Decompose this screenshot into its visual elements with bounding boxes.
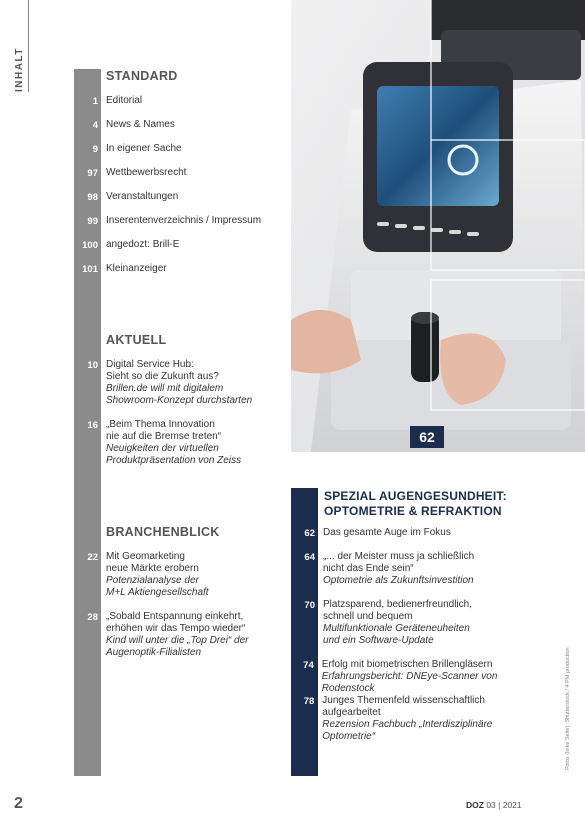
entry-line: Sieht so die Zukunft aus? xyxy=(106,371,219,382)
entry-title: Inserentenverzeichnis / Impressum xyxy=(106,215,262,226)
toc-entry[interactable] xyxy=(291,551,541,587)
branchenblick-heading: BRANCHENBLICK xyxy=(106,525,220,539)
entry-line: „... der Meister muss ja schließlich xyxy=(323,551,475,562)
entry-subtitle: Optometrie als Zukunftsinvestition xyxy=(323,575,474,586)
page-ref: 62 xyxy=(304,528,315,539)
entry-line: Junges Themenfeld wissenschaftlich aufgearbeitet xyxy=(322,695,485,718)
entry-title xyxy=(323,599,472,647)
entry-line: Erfolg mit biometrischen Brillengläsern xyxy=(321,659,493,670)
page-ref: 10 xyxy=(87,360,98,371)
entry-line: neue Märkte erobern xyxy=(106,563,199,574)
toc-entry[interactable] xyxy=(74,167,284,179)
page-ref: 98 xyxy=(87,192,98,203)
aktuell-heading: AKTUELL xyxy=(106,333,167,347)
entry-title xyxy=(106,611,248,659)
toc-entry[interactable] xyxy=(291,527,541,539)
entry-subtitle: Kind will unter die „Top Drei“ der xyxy=(106,635,249,646)
entry-line: Digital Service Hub: xyxy=(106,359,194,370)
spezial-heading-line: SPEZIAL AUGENGESUNDHEIT: xyxy=(324,489,507,503)
toc-entry[interactable] xyxy=(74,263,284,275)
standard-heading: STANDARD xyxy=(106,69,178,83)
toc-entry[interactable] xyxy=(74,419,284,467)
toc-entry[interactable] xyxy=(291,659,541,695)
entry-subtitle: und ein Software-Update xyxy=(323,635,434,646)
page-ref: 78 xyxy=(303,696,315,707)
page-ref: 28 xyxy=(87,612,98,623)
toc-entry[interactable] xyxy=(74,191,284,203)
entry-title: Kleinanzeiger xyxy=(106,263,167,274)
spezial-heading-line: OPTOMETRIE & REFRAKTION xyxy=(324,504,502,518)
magazine-name: DOZ xyxy=(466,800,484,810)
entry-line: schnell und bequem xyxy=(323,611,413,622)
entry-title xyxy=(106,419,241,467)
page-number: 2 xyxy=(14,795,23,812)
page-ref: 1 xyxy=(92,96,98,107)
entry-subtitle: M+L Aktiengesellschaft xyxy=(106,587,209,598)
page-ref: 22 xyxy=(87,552,98,563)
page-ref: 64 xyxy=(304,552,315,563)
entry-title: Wettbewerbsrecht xyxy=(106,167,187,178)
page-ref: 100 xyxy=(82,240,98,251)
entry-subtitle: Erfahrungsbericht: DNEye-Scanner von Rodenstock xyxy=(321,671,498,694)
page-ref: 9 xyxy=(92,144,98,155)
toc-entry[interactable] xyxy=(74,239,284,251)
photo-page-badge[interactable]: 62 xyxy=(410,426,444,448)
entry-subtitle: Showroom-Konzept durchstarten xyxy=(106,395,253,406)
entry-line: erhöhen wir das Tempo wieder“ xyxy=(106,623,246,634)
entry-subtitle: Produktpräsentation von Zeiss xyxy=(106,455,242,466)
toc-entry[interactable] xyxy=(74,95,284,107)
entry-subtitle: Neuigkeiten der virtuellen xyxy=(106,443,219,454)
page-ref: 99 xyxy=(87,216,98,227)
spezial-heading xyxy=(324,489,507,519)
entry-line: nicht das Ende sein“ xyxy=(323,563,414,574)
section-label: INHALT xyxy=(14,47,25,92)
issue-number: 03 | 2021 xyxy=(486,800,522,810)
toc-entry[interactable] xyxy=(74,119,284,131)
toc-entry[interactable] xyxy=(74,215,284,227)
entry-subtitle: Potenzialanalyse der xyxy=(106,575,199,586)
entry-title: Editorial xyxy=(106,95,143,106)
page-ref: 16 xyxy=(87,420,98,431)
entry-line: „Beim Thema Innovation xyxy=(106,419,215,430)
entry-line: Mit Geomarketing xyxy=(106,551,185,562)
cover-photo xyxy=(291,0,585,452)
entry-title: angedozt: Brill-E xyxy=(106,239,180,250)
entry-line: nie auf die Bremse treten“ xyxy=(106,431,222,442)
entry-title: News & Names xyxy=(106,119,175,130)
toc-entry[interactable] xyxy=(74,611,284,659)
entry-title: In eigener Sache xyxy=(106,143,182,154)
toc-entry[interactable] xyxy=(74,551,284,599)
entry-subtitle: Brillen.de will mit digitalem xyxy=(106,383,224,394)
page-ref: 70 xyxy=(304,600,315,611)
entry-subtitle: Rezension Fachbuch „Interdisziplinäre Optometrie“ xyxy=(322,719,493,742)
entry-subtitle: Multifunktionale Geräteneuheiten xyxy=(323,623,470,634)
page-ref: 4 xyxy=(92,120,98,131)
ophthalmic-device-illustration xyxy=(291,0,585,452)
page-ref: 101 xyxy=(82,264,98,275)
entry-title xyxy=(322,695,541,743)
entry-line: Das gesamte Auge im Fokus xyxy=(323,527,451,538)
page-ref: 74 xyxy=(303,660,314,671)
photo-credit: Fotos (linke Seite): Shutterstock / 4 PM production xyxy=(565,647,571,770)
toc-entry[interactable] xyxy=(74,359,284,407)
footer-issue xyxy=(466,800,522,810)
sidebar-rule xyxy=(28,0,29,92)
entry-title xyxy=(323,551,474,587)
entry-title xyxy=(323,527,451,539)
entry-title: Veranstaltungen xyxy=(106,191,179,202)
entry-subtitle: Augenoptik-Filialisten xyxy=(106,647,202,658)
entry-line: „Sobald Entspannung einkehrt, xyxy=(106,611,244,622)
toc-entry[interactable] xyxy=(74,143,284,155)
entry-title xyxy=(106,359,252,407)
entry-title xyxy=(322,659,541,695)
toc-entry[interactable] xyxy=(291,695,541,743)
entry-line: Platzsparend, bedienerfreundlich, xyxy=(323,599,472,610)
page-ref: 97 xyxy=(87,168,98,179)
toc-entry[interactable] xyxy=(291,599,541,647)
entry-title xyxy=(106,551,209,599)
